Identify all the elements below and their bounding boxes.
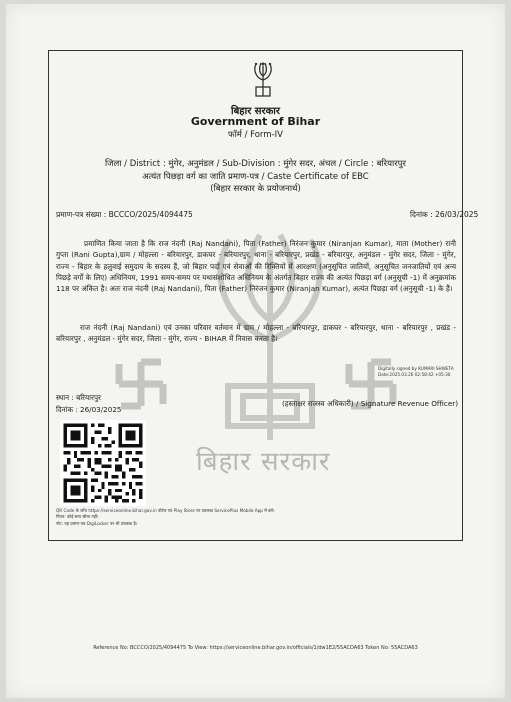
reference-footer: Reference No: BCCCO/2025/4094475 To View: https://serviceonline.bihar.gov.in/officials/1/dw1E2/55ACDA63 Token No: 55ACDA63 (93, 645, 418, 651)
watermark-text: बिहार सरकार (196, 447, 331, 477)
signature-label: (हस्ताक्षर राजस्व अधिकारी) / Signature Revenue Officer) (282, 399, 458, 408)
qr-note-line1: QR Code के जाँच https://serviceonline.bihar.gov.in पोर्टल एवं Play Store पर उपलब्ध ServicePlus Mobile App में करें। (56, 508, 275, 513)
title-english: Government of Bihar (190, 115, 321, 128)
location-line: जिला / District : मुंगेर, अनुमंडल / Sub-Division : मुंगेर सदर, अंचल / Circle : बरियारपुर (104, 159, 407, 169)
residence-paragraph: राज नंदनी (Raj Nandani) एवं उनका परिवार वर्तमान में ग्राम / मोहल्ला - बरियारपुर, डाकघर - बरियारपुर, थाना - बरियारपुर , प्रखंड - बरियारपुर , अनुमंडल - मुंगेर सदर, जिला - मुंगेर, राज्य - BIHAR में निवास करता है। (56, 323, 456, 344)
certificate-number: प्रमाण-पत्र संख्या : BCCCO/2025/4094475 (56, 210, 193, 219)
place: स्थान : बरियारपुर (56, 393, 101, 402)
digital-signature-date: Date:2025.03.26 02:58:42 +05:30 (378, 372, 451, 377)
form-number: फॉर्म / Form-IV (228, 130, 283, 140)
title-hindi: बिहार सरकार (231, 106, 280, 117)
digital-signature-name: Digitally signed by KUMARI SHWETA (378, 366, 454, 371)
qr-note-line2: नियत: कोई सत्य सीमा नहीं। (56, 514, 99, 520)
qr-note-line3: नोट: यह प्रमाण-पत्र DigiLocker पर भी उपलब्ध है। (56, 520, 138, 526)
certification-paragraph: प्रमाणित किया जाता है कि राज नंदनी (Raj Nandani), पिता (Father) निरंजन कुमार (Niranjan Kumar), माता (Mother) रानी गुप्ता (Rani Gupta),ग्राम / मोहल्ला - बरियारपुर, डाकघर - बरियारपुर, थाना - बरियारपुर, प्रखंड - बरियारपुर, अनुमंडल - मुंगेर सदर, जिला - मुंगेर, राज्य - बिहार के हलुवाई समुदाय के सदस्य हैं, जो बिहार पदों एवं सेवाओं की रिक्तियों में आरक्षण (अनुसूचित जातियों, अनुसूचित जनजातियों एवं अन्य पिछड़े वर्गों के लिए) अधिनियम, 1991 समय-समय पर यथासंशोधित अधिनियम के अंतर्गत बिहार राज्य की अत्यंत पिछड़ा वर्ग (अनुसूची -1) में अनुक्रमांक 118 पर अंकित है। अतः राज नंदनी (Raj Nandani), पिता (Father) निरंजन कुमार (Niranjan Kumar), अत्यंत पिछड़ा वर्ग (अनुसूची -1) के हैं। (56, 239, 456, 294)
certificate-purpose: (बिहार सरकार के प्रयोजनार्थ) (210, 184, 301, 194)
issue-date: दिनांक : 26/03/2025 (410, 210, 479, 219)
qr-note (56, 508, 356, 527)
bihar-emblem (248, 60, 278, 98)
certificate-title: अत्यंत पिछड़ा वर्ग का जाति प्रमाण-पत्र / Caste Certificate of EBC (142, 172, 369, 182)
digital-signature (378, 366, 463, 378)
bottom-date: दिनांक : 26/03/2025 (56, 405, 122, 414)
qr-code (60, 420, 146, 506)
